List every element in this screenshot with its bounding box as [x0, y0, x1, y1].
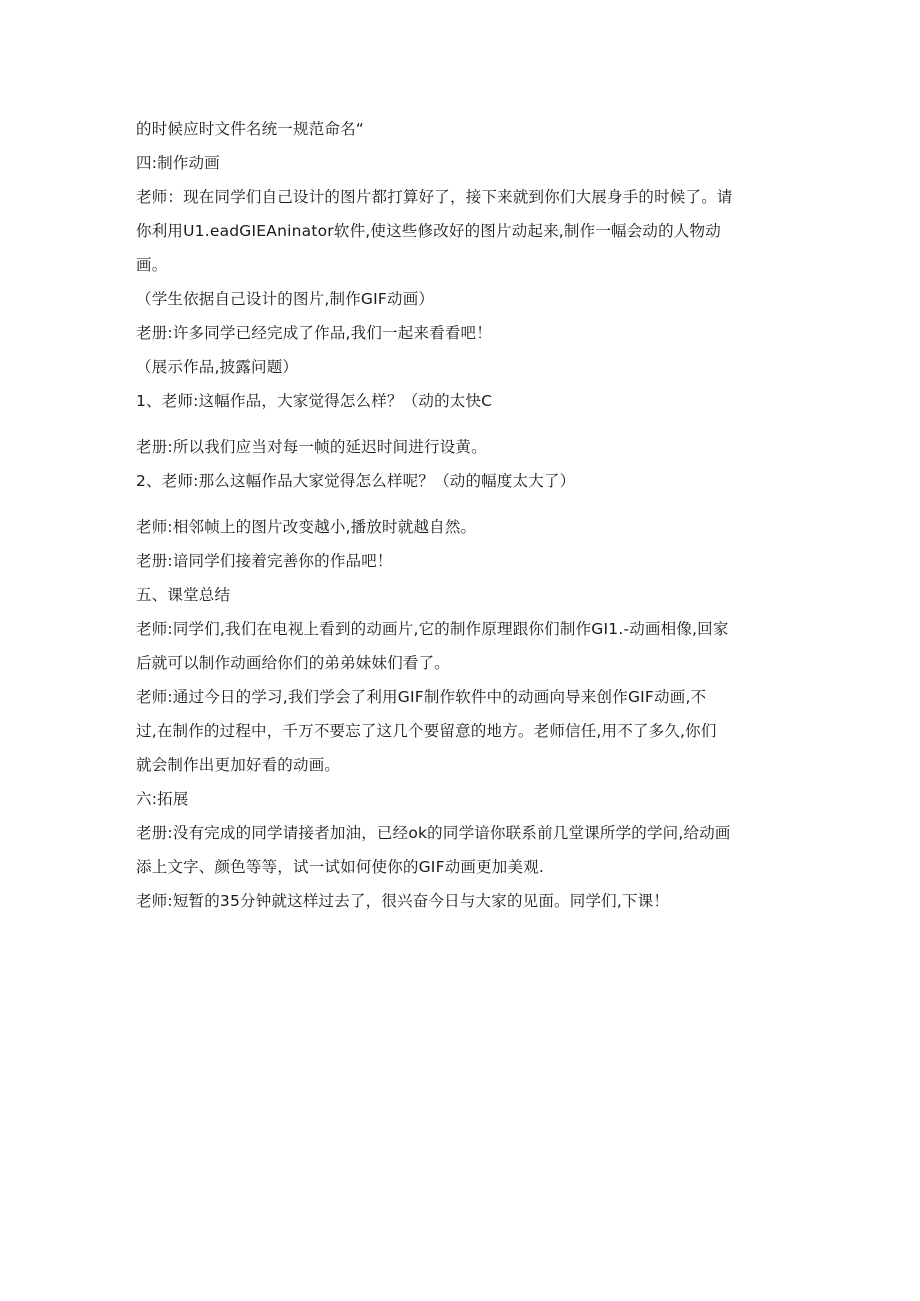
paragraph-line: 老师:相邻帧上的图片改变越小,播放时就越自然。 [136, 518, 477, 536]
paragraph-line: 1、老师:这幅作品，大家觉得怎么样？（动的太快C [136, 392, 493, 410]
paragraph-line: 2、老师:那么这幅作品大家觉得怎么样呢？（动的幅度太大了） [136, 472, 576, 490]
section-heading-6: 六:拓展 [136, 790, 189, 808]
paragraph-line: 就会制作出更加好看的动画。 [136, 756, 341, 774]
section-heading-4: 四:制作动画 [136, 154, 220, 172]
paragraph-line: 画。 [136, 256, 168, 274]
spacer [136, 418, 796, 430]
paragraph-line: 老师:短暂的35分钟就这样过去了，很兴奋今日与大家的见面。同学们,下课！ [136, 892, 670, 910]
paragraph-line: 老师:通过今日的学习,我们学会了利用GIF制作软件中的动画向导来创作GIF动画,不 [136, 688, 707, 706]
paragraph-line: 老册:没有完成的同学请接者加油，已经ok的同学谙你联系前几堂课所学的学问,给动画 [136, 824, 731, 842]
spacer [136, 498, 796, 510]
paragraph-line: 添上文字、颜色等等，试一试如何使你的GIF动画更加美观. [136, 858, 545, 876]
paragraph-line: 的时候应时文件名统一规范命名“ [136, 120, 365, 138]
paragraph-line: 老师：现在同学们自己设计的图片都打算好了，接下来就到你们大展身手的时候了。请 [136, 188, 733, 206]
document-body [136, 112, 796, 918]
paragraph-line: 过,在制作的过程中，千万不要忘了这几个要留意的地方。老师信任,用不了多久,你们 [136, 722, 717, 740]
section-heading-5: 五、课堂总结 [136, 586, 231, 604]
paragraph-line: （展示作品,披露问题） [136, 358, 299, 376]
paragraph-line: 你利用U1.eadGIEAninator软件,使这些修改好的图片动起来,制作一幅会动的人物动 [136, 222, 721, 240]
paragraph-line: 老册:谙同学们接着完善你的作品吧！ [136, 552, 393, 570]
paragraph-line: 老册:所以我们应当对每一帧的延迟时间进行设黄。 [136, 438, 487, 456]
paragraph-line: 老师:同学们,我们在电视上看到的动画片,它的制作原理跟你们制作GI1.-动画相像,回家 [136, 620, 729, 638]
paragraph-line: 老册:许多同学已经完成了作品,我们一起来看看吧！ [136, 324, 492, 342]
paragraph-line: 后就可以制作动画给你们的弟弟妹妹们看了。 [136, 654, 451, 672]
paragraph-line: （学生依据自己设计的图片,制作GIF动画） [136, 290, 435, 308]
